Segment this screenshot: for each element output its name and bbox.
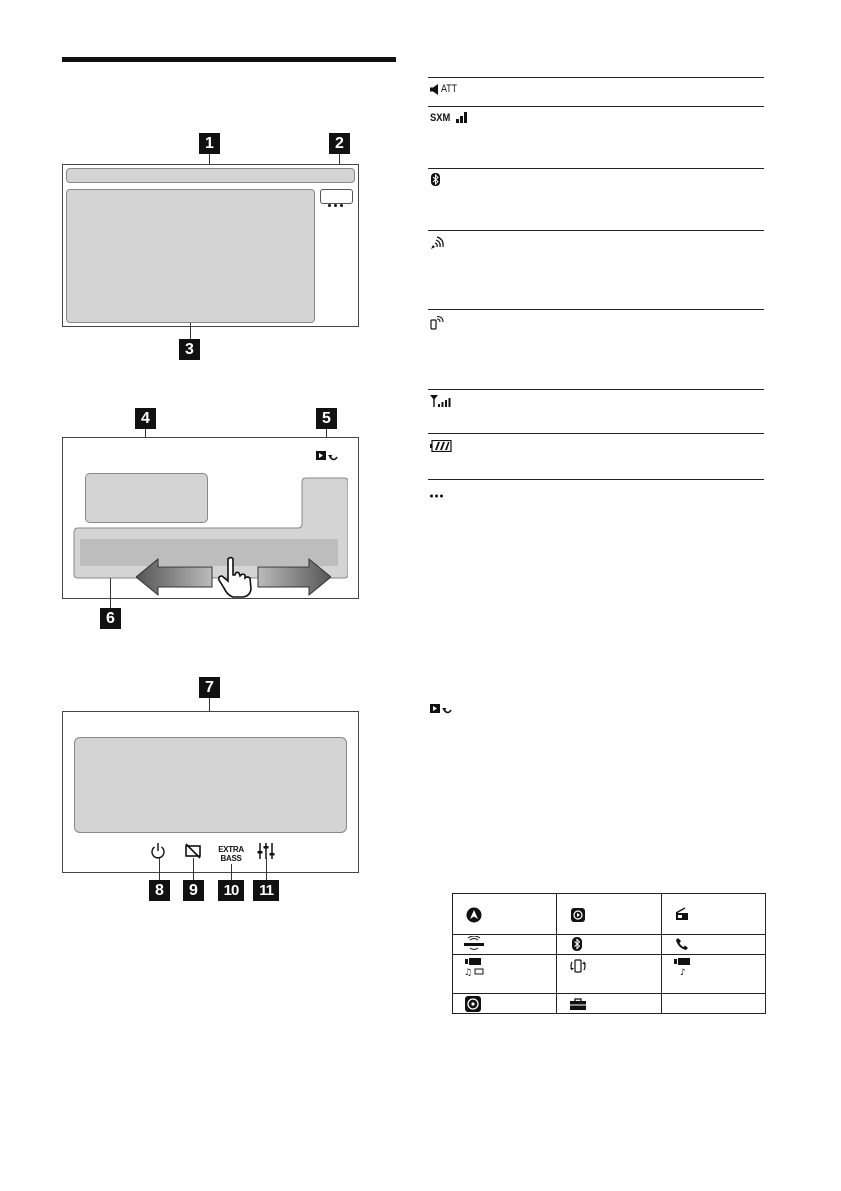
usb-music-video-icon (463, 958, 485, 976)
bluetooth-source-icon (572, 937, 582, 951)
callout-4: 4 (135, 408, 156, 429)
content-area (66, 189, 315, 323)
callout-11: 11 (253, 880, 279, 901)
siriusxm-icon (463, 936, 485, 952)
callout-5: 5 (316, 408, 337, 429)
att-label: ATT (441, 83, 457, 95)
svg-text:♪: ♪ (680, 968, 686, 976)
playback-back-icon[interactable] (316, 449, 340, 463)
leader-line (231, 864, 232, 880)
camera-rotate-icon (569, 957, 587, 975)
table-rule (428, 389, 764, 390)
table-rule (428, 479, 764, 480)
speaker-att-icon (430, 84, 440, 95)
toolbox-icon (569, 998, 587, 1011)
playback-back-icon (430, 702, 454, 716)
bluetooth-audio-icon (430, 236, 444, 250)
phone-connection-icon (430, 315, 445, 330)
phone-icon (675, 937, 689, 951)
svg-text:♫: ♫ (464, 968, 473, 976)
callout-6: 6 (100, 608, 121, 629)
table-rule (428, 230, 764, 231)
usb-music-icon (672, 958, 692, 976)
more-dots-icon (430, 494, 443, 498)
source-icon-table (452, 893, 766, 1014)
disc-icon (465, 996, 481, 1012)
sxm-signal-icon (456, 111, 470, 123)
section-heading-rule (62, 57, 396, 62)
callout-8: 8 (149, 880, 170, 901)
power-icon[interactable] (150, 842, 166, 860)
android-auto-icon (466, 907, 482, 923)
leader-line (190, 323, 191, 339)
table-rule (428, 106, 764, 107)
control-content-area (74, 737, 347, 833)
callout-2: 2 (329, 133, 350, 154)
leader-line (193, 858, 194, 880)
leader-line (159, 858, 160, 880)
signal-strength-icon (430, 395, 452, 407)
title-bar (66, 168, 355, 183)
hand-swipe-icon (216, 555, 256, 599)
callout-3: 3 (179, 339, 200, 360)
leader-line (110, 578, 111, 608)
bluetooth-icon (431, 173, 440, 186)
screen-off-icon[interactable] (184, 843, 202, 859)
table-rule (428, 309, 764, 310)
more-options-button[interactable] (320, 189, 353, 204)
table-rule (428, 168, 764, 169)
callout-7: 7 (199, 677, 220, 698)
callout-10: 10 (218, 880, 244, 901)
table-rule (428, 77, 764, 78)
more-dots-icon (328, 194, 346, 212)
callout-9: 9 (183, 880, 204, 901)
table-rule (428, 433, 764, 434)
extra-bass-label-1: EXTRA (218, 845, 244, 854)
extra-bass-button[interactable] (215, 845, 247, 863)
playback-source-icon (570, 907, 586, 923)
callout-1: 1 (199, 133, 220, 154)
leader-line (266, 858, 267, 880)
extra-bass-label-2: BASS (220, 854, 242, 863)
battery-icon (430, 440, 452, 452)
radio-icon (675, 907, 689, 921)
sxm-label: SXM (430, 112, 451, 124)
